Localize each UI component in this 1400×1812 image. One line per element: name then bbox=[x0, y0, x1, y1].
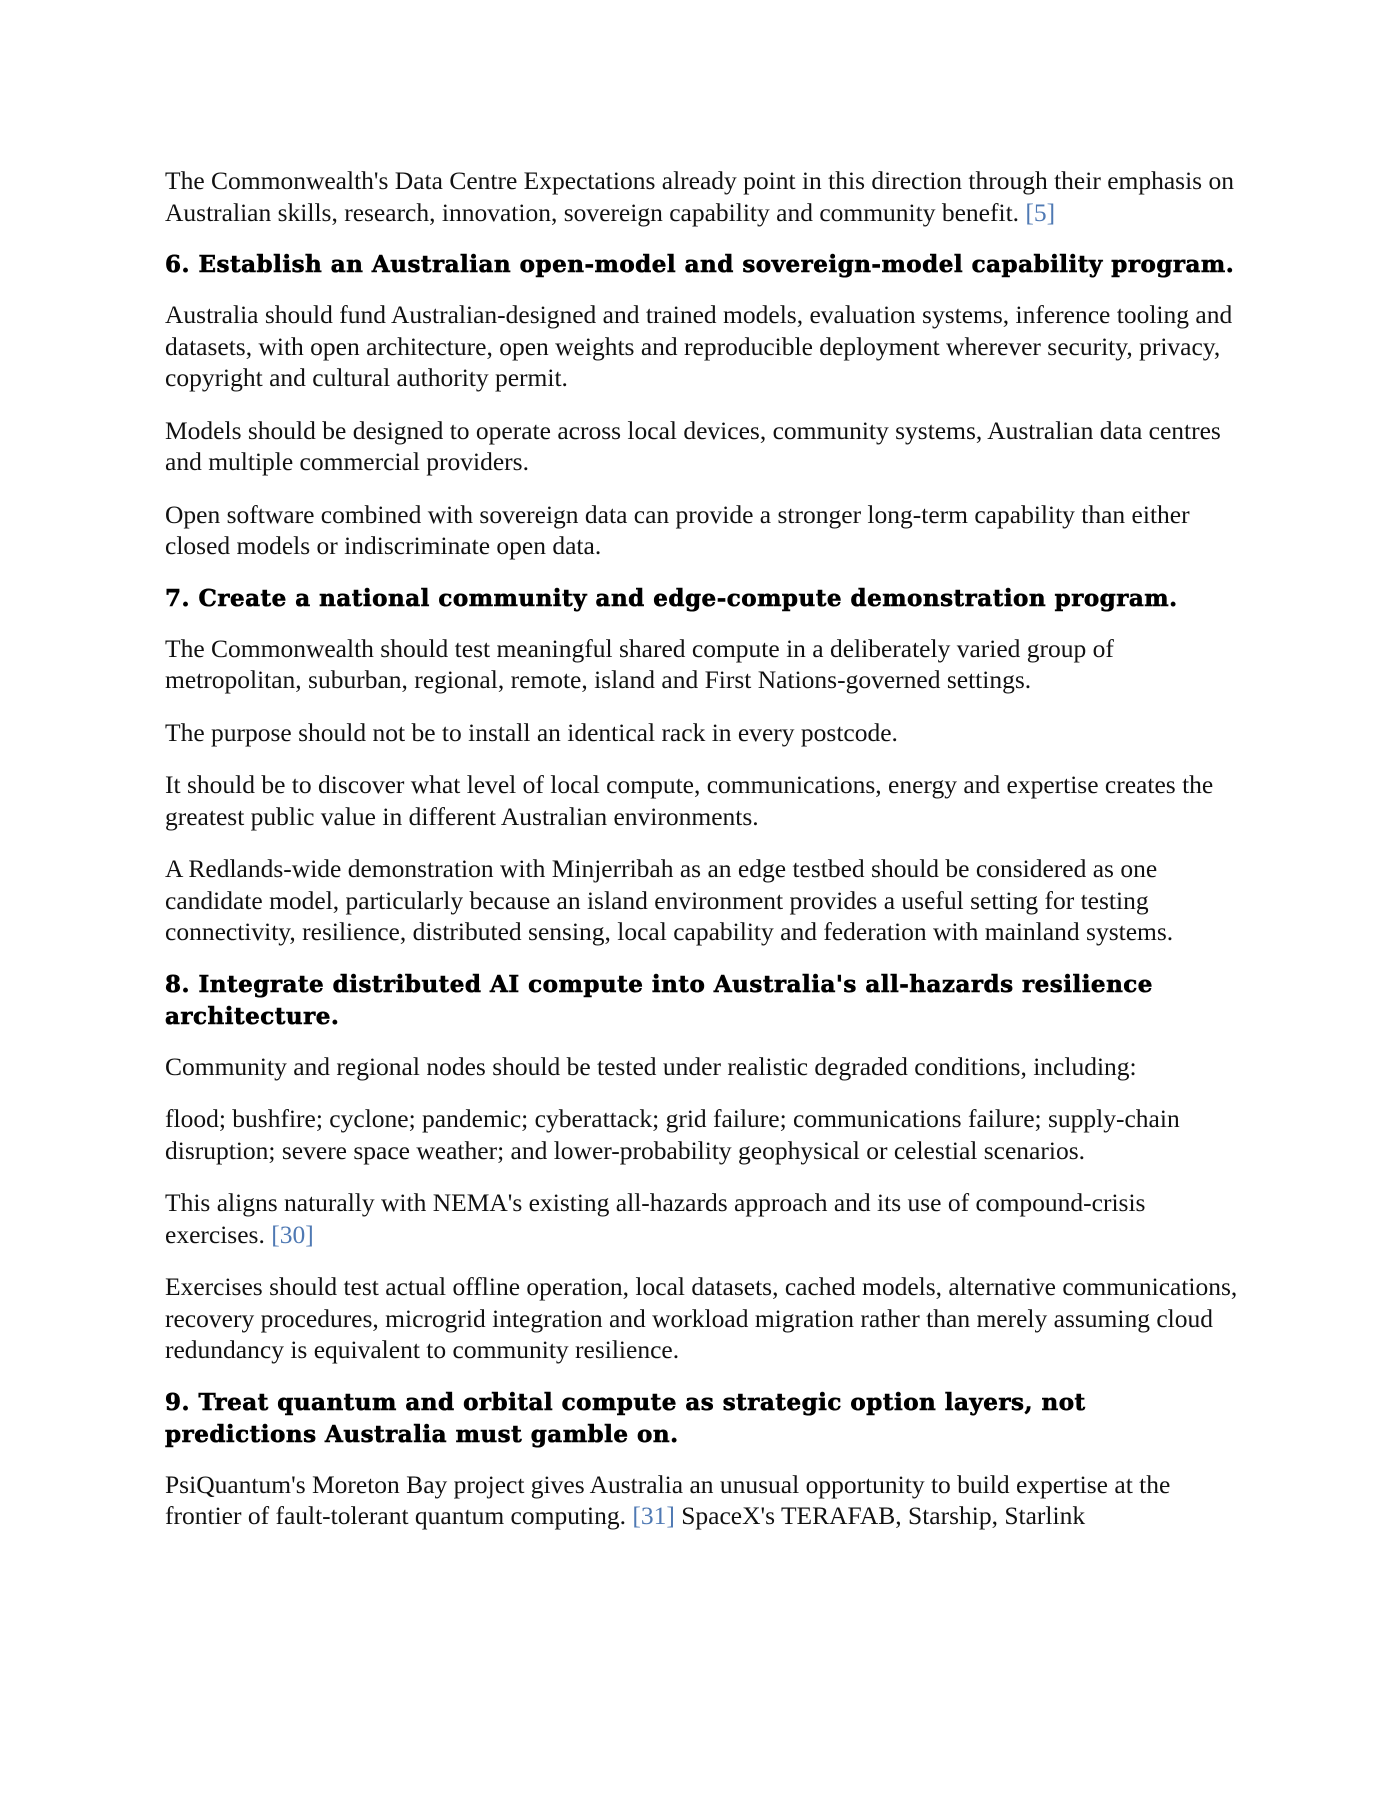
body-paragraph bbox=[165, 717, 1240, 749]
body-paragraph bbox=[165, 633, 1240, 696]
paragraph-text: The purpose should not be to install an identical rack in every postcode. bbox=[165, 717, 898, 747]
paragraph-text: It should be to discover what level of local compute, communications, energy and expertise creates the greatest public value in different Australian environments. bbox=[165, 770, 1214, 831]
citation-link[interactable]: [31] bbox=[632, 1501, 675, 1530]
section-heading: 6. Establish an Australian open-model and sovereign-model capability program. bbox=[165, 251, 1235, 278]
paragraph-text: Open software combined with sovereign data can provide a stronger long-term capability than either closed models or indiscriminate open data. bbox=[165, 499, 1190, 560]
citation-link[interactable]: [30] bbox=[271, 1219, 314, 1249]
paragraph-text: Models should be designed to operate across local devices, community systems, Australian data centres and multiple commercial providers. bbox=[165, 415, 1221, 476]
paragraph-text: SpaceX's TERAFAB, Starship, Starlink bbox=[674, 1501, 1086, 1530]
paragraph-text: A Redlands-wide demonstration with Minjerribah as an edge testbed should be considered as one candidate model, particularly because an island environment provides a useful setting for testing connectivity, resilience, distributed sensing, local capability and federation with mainland systems. bbox=[165, 854, 1174, 946]
paragraph-text: The Commonwealth's Data Centre Expectations already point in this direction through their emphasis on Australian skills, research, innovation, sovereign capability and community benefit. bbox=[165, 166, 1234, 227]
paragraph-text: This aligns naturally with NEMA's existing all-hazards approach and its use of compound-crisis exercises. bbox=[165, 1188, 1146, 1249]
section-heading: 7. Create a national community and edge-compute demonstration program. bbox=[165, 584, 1178, 612]
paragraph-text: flood; bushfire; cyclone; pandemic; cyberattack; grid failure; communications failure; supply-chain disruption; severe space weather; and lower-probability geophysical or celestial scenarios. bbox=[165, 1104, 1180, 1165]
paragraph-text: Exercises should test actual offline operation, local datasets, cached models, alternative communications, recovery procedures, microgrid integration and workload migration rather than merely assuming cloud redundancy is equivalent to community resilience. bbox=[165, 1272, 1238, 1364]
body-paragraph bbox=[165, 1469, 1240, 1532]
paragraph-text: The Commonwealth should test meaningful shared compute in a deliberately varied group of metropolitan, suburban, regional, remote, island and First Nations-governed settings. bbox=[165, 633, 1114, 694]
paragraph-text: Australia should fund Australian-designed and trained models, evaluation systems, inference tooling and datasets, with open architecture, open weights and reproducible deployment wherever security, privacy, copyright and cultural authority permit. bbox=[165, 300, 1233, 392]
body-paragraph bbox=[165, 1271, 1240, 1366]
section-heading: 9. Treat quantum and orbital compute as strategic option layers, not predictions Australia must gamble on. bbox=[165, 1388, 1086, 1448]
body-paragraph bbox=[165, 415, 1240, 478]
body-paragraph bbox=[165, 1187, 1240, 1250]
paragraph-text: PsiQuantum's Moreton Bay project gives Australia an unusual opportunity to build expertise at the frontier of fault-tolerant quantum computing. bbox=[165, 1469, 1171, 1530]
section-heading: 8. Integrate distributed AI compute into Australia's all-hazards resilience architecture. bbox=[165, 970, 1153, 1030]
body-paragraph bbox=[165, 853, 1240, 948]
body-paragraph bbox=[165, 1051, 1240, 1083]
paragraph-text: Community and regional nodes should be tested under realistic degraded conditions, including: bbox=[165, 1051, 1137, 1081]
citation-link[interactable]: [5] bbox=[1025, 197, 1056, 227]
document-page bbox=[165, 165, 1240, 1553]
body-paragraph bbox=[165, 769, 1240, 832]
body-paragraph bbox=[165, 1103, 1240, 1166]
body-paragraph bbox=[165, 165, 1240, 228]
body-paragraph bbox=[165, 499, 1240, 562]
body-paragraph bbox=[165, 299, 1240, 394]
